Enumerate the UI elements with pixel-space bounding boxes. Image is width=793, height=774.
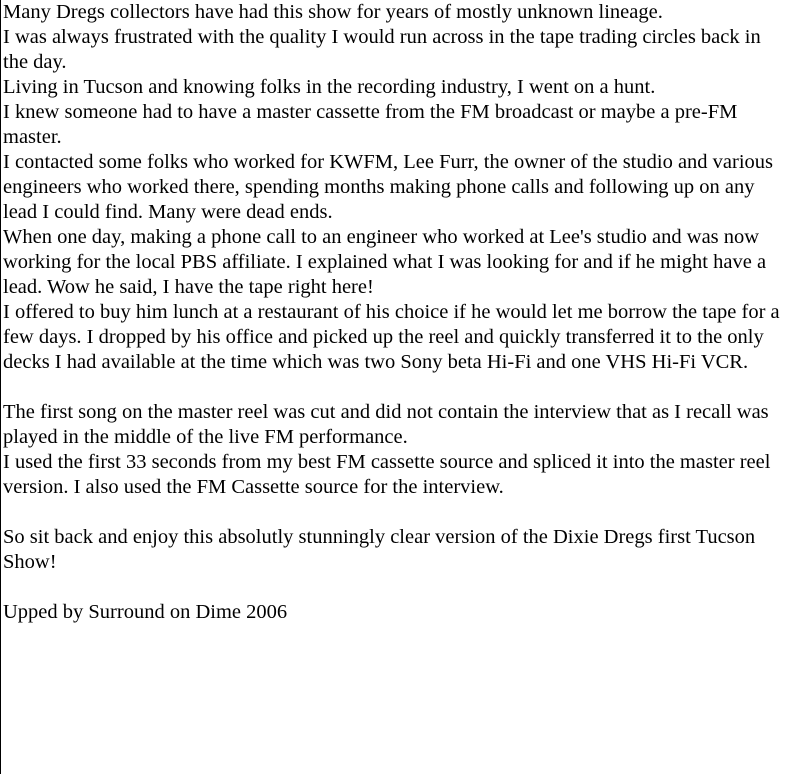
paragraph-contacted: I contacted some folks who worked for KWFM, Lee Furr, the owner of the studio and various engineers who worked there, spending months making phone calls and following up on any lead I could find. Many were dead ends. [3,151,774,223]
paragraph-phone-call: When one day, making a phone call to an engineer who worked at Lee's studio and was now working for the local PBS affiliate. I explained what I was looking for and if he might have a lead. Wow he said, I have the tape right here! [3,226,767,298]
paragraph-enjoy: So sit back and enjoy this absolutly stunningly clear version of the Dixie Dregs first Tucson Show! [3,526,756,573]
paragraph-lineage: Many Dregs collectors have had this show for years of mostly unknown lineage. [3,1,663,23]
paragraph-first-song: The first song on the master reel was cut and did not contain the interview that as I recall was played in the middle of the live FM performance. [3,401,769,448]
paragraph-lunch-offer: I offered to buy him lunch at a restaurant of his choice if he would let me borrow the tape for a few days. I dropped by his office and picked up the reel and quickly transferred it to the only decks I had available at the time which was two Sony beta Hi-Fi and one VHS Hi-Fi VCR. [3,301,780,373]
paragraph-splice: I used the first 33 seconds from my best FM cassette source and spliced it into the master reel version. I also used the FM Cassette source for the interview. [3,451,771,498]
paragraph-frustrated: I was always frustrated with the quality I would run across in the tape trading circles back in the day. [3,26,761,73]
paragraph-master-cassette: I knew someone had to have a master cassette from the FM broadcast or maybe a pre-FM master. [3,101,738,148]
paragraph-hunt: Living in Tucson and knowing folks in the recording industry, I went on a hunt. [3,76,656,98]
paragraph-spacer [3,575,788,600]
paragraph-spacer [3,500,788,525]
document-body [3,0,788,625]
paragraph-upped-by: Upped by Surround on Dime 2006 [3,601,288,623]
paragraph-spacer [3,375,788,400]
